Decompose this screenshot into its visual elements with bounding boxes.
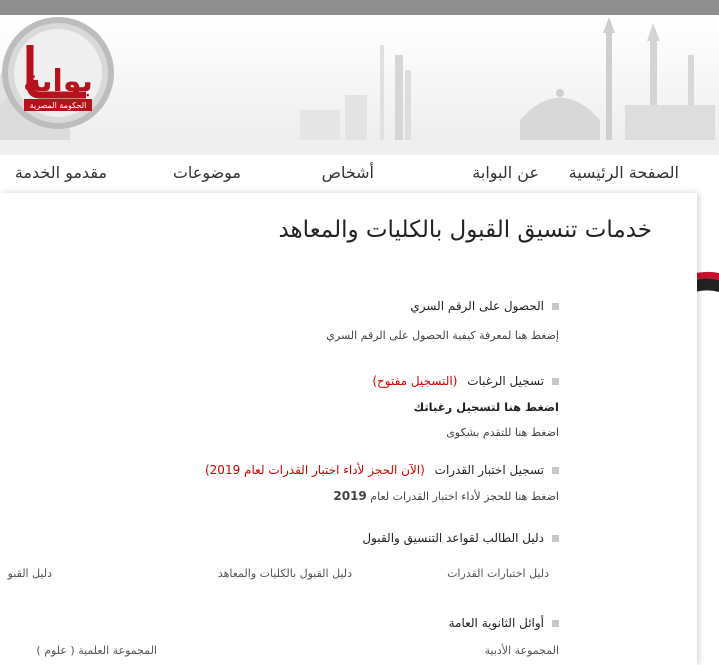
square-bullet-icon: [552, 535, 559, 542]
gov-portal-logo[interactable]: [0, 15, 116, 131]
link-guide-admission-cut[interactable]: دليل القبو: [7, 567, 52, 580]
section-heading-secret: الحصول على الرقم السري: [410, 299, 559, 313]
section-heading-abilities: تسجيل اختبار القدرات (الآن الحجز لأداء اختبار القدرات لعام 2019): [205, 463, 559, 477]
nav-home[interactable]: الصفحة الرئيسية: [568, 163, 679, 182]
main-nav: [0, 155, 719, 193]
nav-providers[interactable]: مقدمو الخدمة: [14, 163, 107, 182]
registration-open-badge: (التسجيل مفتوح): [372, 374, 458, 388]
header-banner: [0, 15, 719, 155]
top-bar: [0, 0, 719, 15]
square-bullet-icon: [552, 620, 559, 627]
nav-about[interactable]: عن البوابة: [472, 163, 539, 182]
svg-text:الحكومة المصرية: الحكومة المصرية: [29, 101, 87, 110]
link-guide-admission[interactable]: دليل القبول بالكليات والمعاهد: [217, 567, 352, 580]
link-secret-number[interactable]: إضغط هنا لمعرفة كيفية الحصول على الرقم السري: [326, 329, 559, 342]
nav-topics[interactable]: موضوعات: [172, 163, 241, 182]
link-science-group[interactable]: المجموعة العلمية ( علوم ): [36, 644, 157, 657]
section-heading-top-students: أوائل الثانوية العامة: [449, 616, 559, 630]
section-heading-guide: دليل الطالب لقواعد التنسيق والقبول: [362, 531, 559, 545]
square-bullet-icon: [552, 378, 559, 385]
link-abilities-booking[interactable]: اضغط هنا للحجز لأداء اختبار القدرات لعام 2019: [333, 489, 559, 503]
abilities-year: 2019: [333, 489, 367, 503]
square-bullet-icon: [552, 467, 559, 474]
page-title: خدمات تنسيق القبول بالكليات والمعاهد: [278, 217, 652, 243]
link-guide-abilities[interactable]: دليل اختبارات القدرات: [447, 567, 549, 580]
section-heading-desires: تسجيل الرغبات (التسجيل مفتوح): [372, 374, 559, 388]
content-panel: [0, 193, 697, 665]
nav-people[interactable]: أشخاص: [321, 163, 374, 182]
square-bullet-icon: [552, 303, 559, 310]
svg-text:بوابة: بوابة: [23, 64, 93, 99]
abilities-booking-badge: (الآن الحجز لأداء اختبار القدرات لعام 2019): [204, 463, 425, 477]
link-literary-group[interactable]: المجموعة الأدبية: [484, 644, 559, 657]
link-complaint[interactable]: اضغط هنا للتقدم بشكوى: [446, 426, 559, 439]
link-register-desires[interactable]: اضغط هنا لتسجيل رغباتك: [413, 400, 559, 414]
